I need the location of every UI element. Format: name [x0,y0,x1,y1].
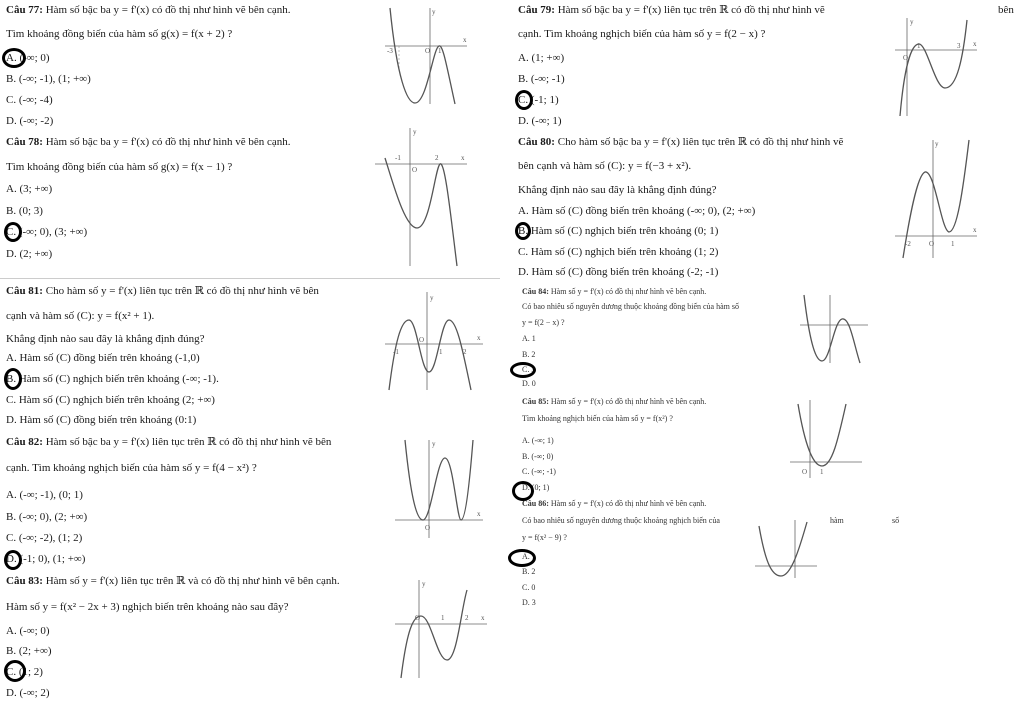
tick-label: O [419,336,425,344]
tick-label: 1 [917,42,921,50]
tick-label: 1 [820,468,824,476]
answer-mark-circle [512,481,534,501]
q86-option-d[interactable]: D. 3 [522,598,536,607]
q83-graph [395,580,490,680]
q86-option-a[interactable]: A. 1 [522,552,536,561]
q85-graph [790,400,865,480]
tick-label: -1 [395,154,401,162]
q79-option-c[interactable]: C. (-1; 1) [518,94,559,106]
q83-option-a[interactable]: A. (-∞; 0) [6,625,50,637]
answer-mark-circle [4,550,22,570]
q77-option-d[interactable]: D. (-∞; -2) [6,115,54,127]
axis-label: x [461,154,465,162]
answer-mark-circle [515,90,533,110]
tick-label: 1 [439,348,443,356]
q78-stem: Câu 78: Hàm số bậc ba y = f'(x) có đồ thị như hình vẽ bên cạnh. [6,136,291,148]
q85-option-a[interactable]: A. (-∞; 1) [522,436,554,445]
q84-option-b[interactable]: B. 2 [522,350,536,359]
tick-label: -3 [387,47,393,55]
q81-stem: Câu 81: Cho hàm số y = f'(x) liên tục trên ℝ có đồ thị như hình vẽ bên [6,285,319,297]
answer-mark-circle [2,48,26,68]
q79-graph [895,18,980,118]
tick-label: 3 [957,42,961,50]
q82-option-d[interactable]: D. (-1; 0), (1; +∞) [6,553,86,565]
axis-label: y [413,128,417,136]
q84-graph [800,295,870,365]
q80-graph [895,140,980,260]
q82-graph [395,440,485,540]
q78-option-d[interactable]: D. (2; +∞) [6,248,53,260]
q80-option-b[interactable]: B. Hàm số (C) nghịch biến trên khoảng (0; 1) [518,225,719,237]
axis-label: y [432,8,436,16]
q81-graph [385,292,485,392]
q86-option-b[interactable]: B. 2 [522,567,536,576]
axis-label: x [477,334,481,342]
q77-graph [385,8,470,106]
q85-option-d[interactable]: D. (0; 1) [522,483,550,492]
q78-option-b[interactable]: B. (0; 3) [6,205,43,217]
q81-option-a[interactable]: A. Hàm số (C) đồng biến trên khoảng (-1,0) [6,352,200,364]
answer-mark-circle [510,362,536,378]
q78-graph [375,128,470,268]
q78-option-a[interactable]: A. (3; +∞) [6,183,53,195]
q83-option-c[interactable]: C. (1; 2) [6,666,43,678]
tick-label: -2 [905,240,911,248]
q83-option-d[interactable]: D. (-∞; 2) [6,687,50,699]
q84-stem-3: y = f(2 − x) ? [522,318,565,327]
tick-label: O [425,47,431,55]
q85-option-c[interactable]: C. (-∞; -1) [522,467,556,476]
axis-label: x [973,40,977,48]
q82-option-b[interactable]: B. (-∞; 0), (2; +∞) [6,511,88,523]
q79-stem: Câu 79: Hàm số bậc ba y = f'(x) liên tục trên ℝ có đồ thị như hình vẽ [518,4,825,16]
tick-label: O [425,524,431,532]
q81-option-c[interactable]: C. Hàm số (C) nghịch biến trên khoảng (2; +∞) [6,394,215,406]
q86-stem-2: Có bao nhiêu số nguyên dương thuộc khoảng nghịch biến của [522,516,720,525]
q78-ask: Tìm khoảng đồng biến của hàm số g(x) = f(x − 1) ? [6,161,233,173]
q77-stem: Câu 77: Hàm số bậc ba y = f'(x) có đồ thị như hình vẽ bên cạnh. [6,4,291,16]
q80-ask: Khẳng định nào sau đây là khẳng định đúng? [518,184,717,196]
q84-option-c[interactable]: C. 3 [522,365,536,374]
q84-option-d[interactable]: D. 0 [522,379,536,388]
q84-stem: Câu 84: Hàm số y = f'(x) có đồ thị như hình vẽ bên cạnh. [522,287,707,296]
q78-option-c[interactable]: C. (-∞; 0), (3; +∞) [6,226,88,238]
axis-label: y [910,18,914,26]
tick-label: O [415,614,421,622]
q85-stem: Câu 85: Hàm số y = f'(x) có đồ thị như hình vẽ bên cạnh. [522,397,707,406]
q85-stem-2: Tìm khoảng nghịch biến của hàm số y = f(x²) ? [522,414,673,423]
q81-stem-2: cạnh và hàm số (C): y = f(x² + 1). [6,310,155,322]
q82-option-c[interactable]: C. (-∞; -2), (1; 2) [6,532,83,544]
q77-option-a[interactable]: A. (-∞; 0) [6,52,50,64]
tick-label: 2 [435,154,439,162]
q80-option-d[interactable]: D. Hàm số (C) đồng biến trên khoảng (-2; -1) [518,266,719,278]
tick-label: O [929,240,935,248]
tick-label: -1 [393,348,399,356]
tick-label: O [802,468,808,476]
q81-ask: Khẳng định nào sau đây là khẳng định đúng? [6,333,205,345]
q79-option-b[interactable]: B. (-∞; -1) [518,73,565,85]
axis-label: y [422,580,426,588]
q86-option-c[interactable]: C. 0 [522,583,536,592]
q77-option-c[interactable]: C. (-∞; -4) [6,94,53,106]
answer-mark-circle [515,222,531,240]
axis-label: y [935,140,939,148]
q82-stem: Câu 82: Hàm số bậc ba y = f'(x) liên tục trên ℝ có đồ thị như hình vẽ bên [6,436,332,448]
answer-mark-circle [4,368,22,390]
tick-label: 2 [465,614,469,622]
q80-option-c[interactable]: C. Hàm số (C) nghịch biến trên khoảng (1; 2) [518,246,719,258]
axis-label: x [463,36,467,44]
q80-stem: Câu 80: Cho hàm số bậc ba y = f'(x) liên tục trên ℝ có đồ thị như hình vẽ [518,136,844,148]
axis-label: y [432,440,436,448]
answer-mark-circle [508,549,536,567]
axis-label: y [430,294,434,302]
tick-label: 1 [951,240,955,248]
axis-label: x [973,226,977,234]
axis-label: x [477,510,481,518]
q81-option-d[interactable]: D. Hàm số (C) đồng biến trên khoảng (0:1) [6,414,197,426]
q80-stem-2: bên cạnh và hàm số (C): y = f(−3 + x²). [518,160,692,172]
q77-ask: Tìm khoảng đồng biến của hàm số g(x) = f(x + 2) ? [6,28,233,40]
q83-stem-2: Hàm số y = f(x² − 2x + 3) nghịch biến trên khoảng nào sau đây? [6,601,289,613]
q84-stem-2: Có bao nhiêu số nguyên dương thuộc khoảng đồng biến của hàm số [522,302,739,311]
q86-stem: Câu 86: Hàm số y = f'(x) có đồ thị như hình vẽ bên cạnh. [522,499,707,508]
q85-option-b[interactable]: B. (-∞; 0) [522,452,554,461]
q79-option-a[interactable]: A. (1; +∞) [518,52,565,64]
q86-stem-3: y = f(x² − 9) ? [522,533,567,542]
tick-label: O [412,166,418,174]
q80-option-a[interactable]: A. Hàm số (C) đồng biến trên khoảng (-∞; 0), (2; +∞) [518,205,756,217]
q79-stem-tail: bên [998,4,1014,16]
answer-mark-circle [4,222,22,242]
q84-option-a[interactable]: A. 1 [522,334,536,343]
q81-option-b[interactable]: B. Hàm số (C) nghịch biến trên khoảng (-∞; -1). [6,373,219,385]
q77-option-b[interactable]: B. (-∞; -1), (1; +∞) [6,73,91,85]
q79-option-d[interactable]: D. (-∞; 1) [518,115,562,127]
answer-mark-circle [4,660,26,682]
q83-stem: Câu 83: Hàm số y = f'(x) liên tục trên ℝ và có đồ thị như hình vẽ bên cạnh. [6,575,340,587]
q79-stem-2: cạnh. Tìm khoảng nghịch biến của hàm số y = f(2 − x) ? [518,28,766,40]
tick-label: O [903,54,909,62]
tick-label: 2 [463,348,467,356]
axis-label: x [481,614,485,622]
q82-stem-2: cạnh. Tìm khoảng nghịch biến của hàm số y = f(4 − x²) ? [6,462,257,474]
q86-word-ham: hàm [830,516,844,525]
section-divider [0,278,500,279]
q86-word-so: số [892,516,900,525]
tick-label: 1 [441,614,445,622]
q82-option-a[interactable]: A. (-∞; -1), (0; 1) [6,489,83,501]
tick-label: 1 [438,47,442,55]
q86-graph [755,520,820,580]
q83-option-b[interactable]: B. (2; +∞) [6,645,52,657]
